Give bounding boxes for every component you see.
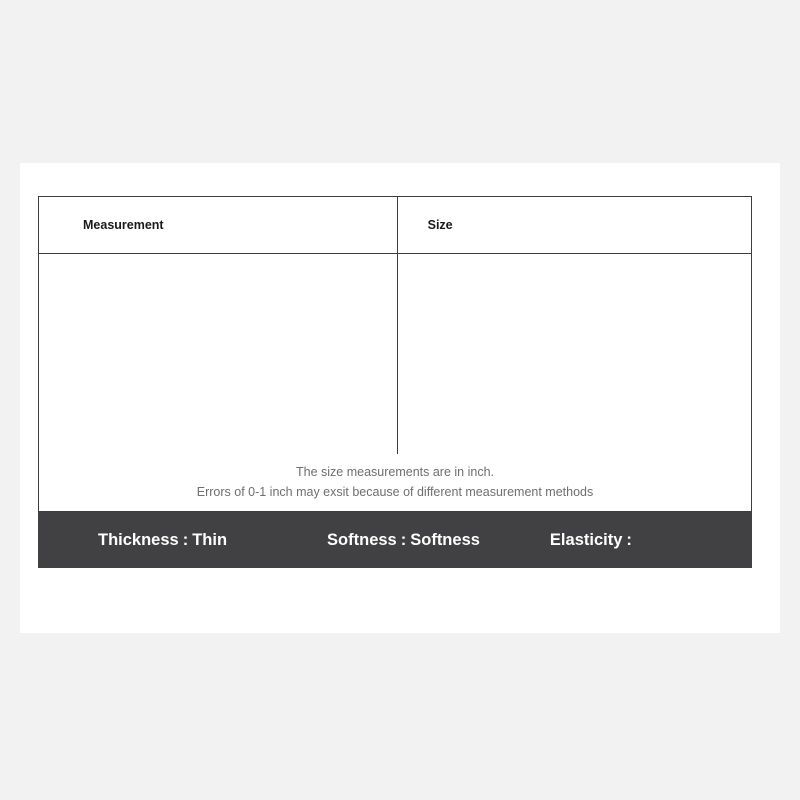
attribute-thickness-label: Thickness (98, 530, 179, 549)
column-header-size: Size (397, 197, 751, 254)
table-header-row (39, 197, 752, 254)
table-cell-measurement (39, 254, 398, 455)
attribute-softness-label: Softness (327, 530, 397, 549)
table-cell-size (397, 254, 751, 455)
fabric-attributes-bar (38, 512, 752, 568)
attribute-elasticity-separator: : (626, 530, 632, 549)
attribute-elasticity-label: Elasticity (549, 530, 623, 549)
table-row (39, 254, 752, 455)
size-note-line-2: Errors of 0-1 inch may exsit because of different measurement methods (196, 484, 594, 499)
column-header-measurement: Measurement (39, 197, 398, 254)
size-note (38, 454, 752, 512)
attribute-softness (327, 531, 480, 550)
attribute-thickness-separator: : (182, 530, 189, 549)
size-note-line-1: The size measurements are in inch. (295, 465, 494, 480)
attribute-thickness (98, 531, 227, 550)
attribute-softness-separator: : (400, 530, 407, 549)
attribute-thickness-value: Thin (192, 530, 228, 549)
size-chart-page (20, 163, 780, 633)
size-chart-card (38, 196, 752, 549)
measurement-size-table (38, 196, 752, 455)
attribute-softness-value: Softness (410, 530, 480, 549)
attribute-elasticity (550, 531, 636, 550)
